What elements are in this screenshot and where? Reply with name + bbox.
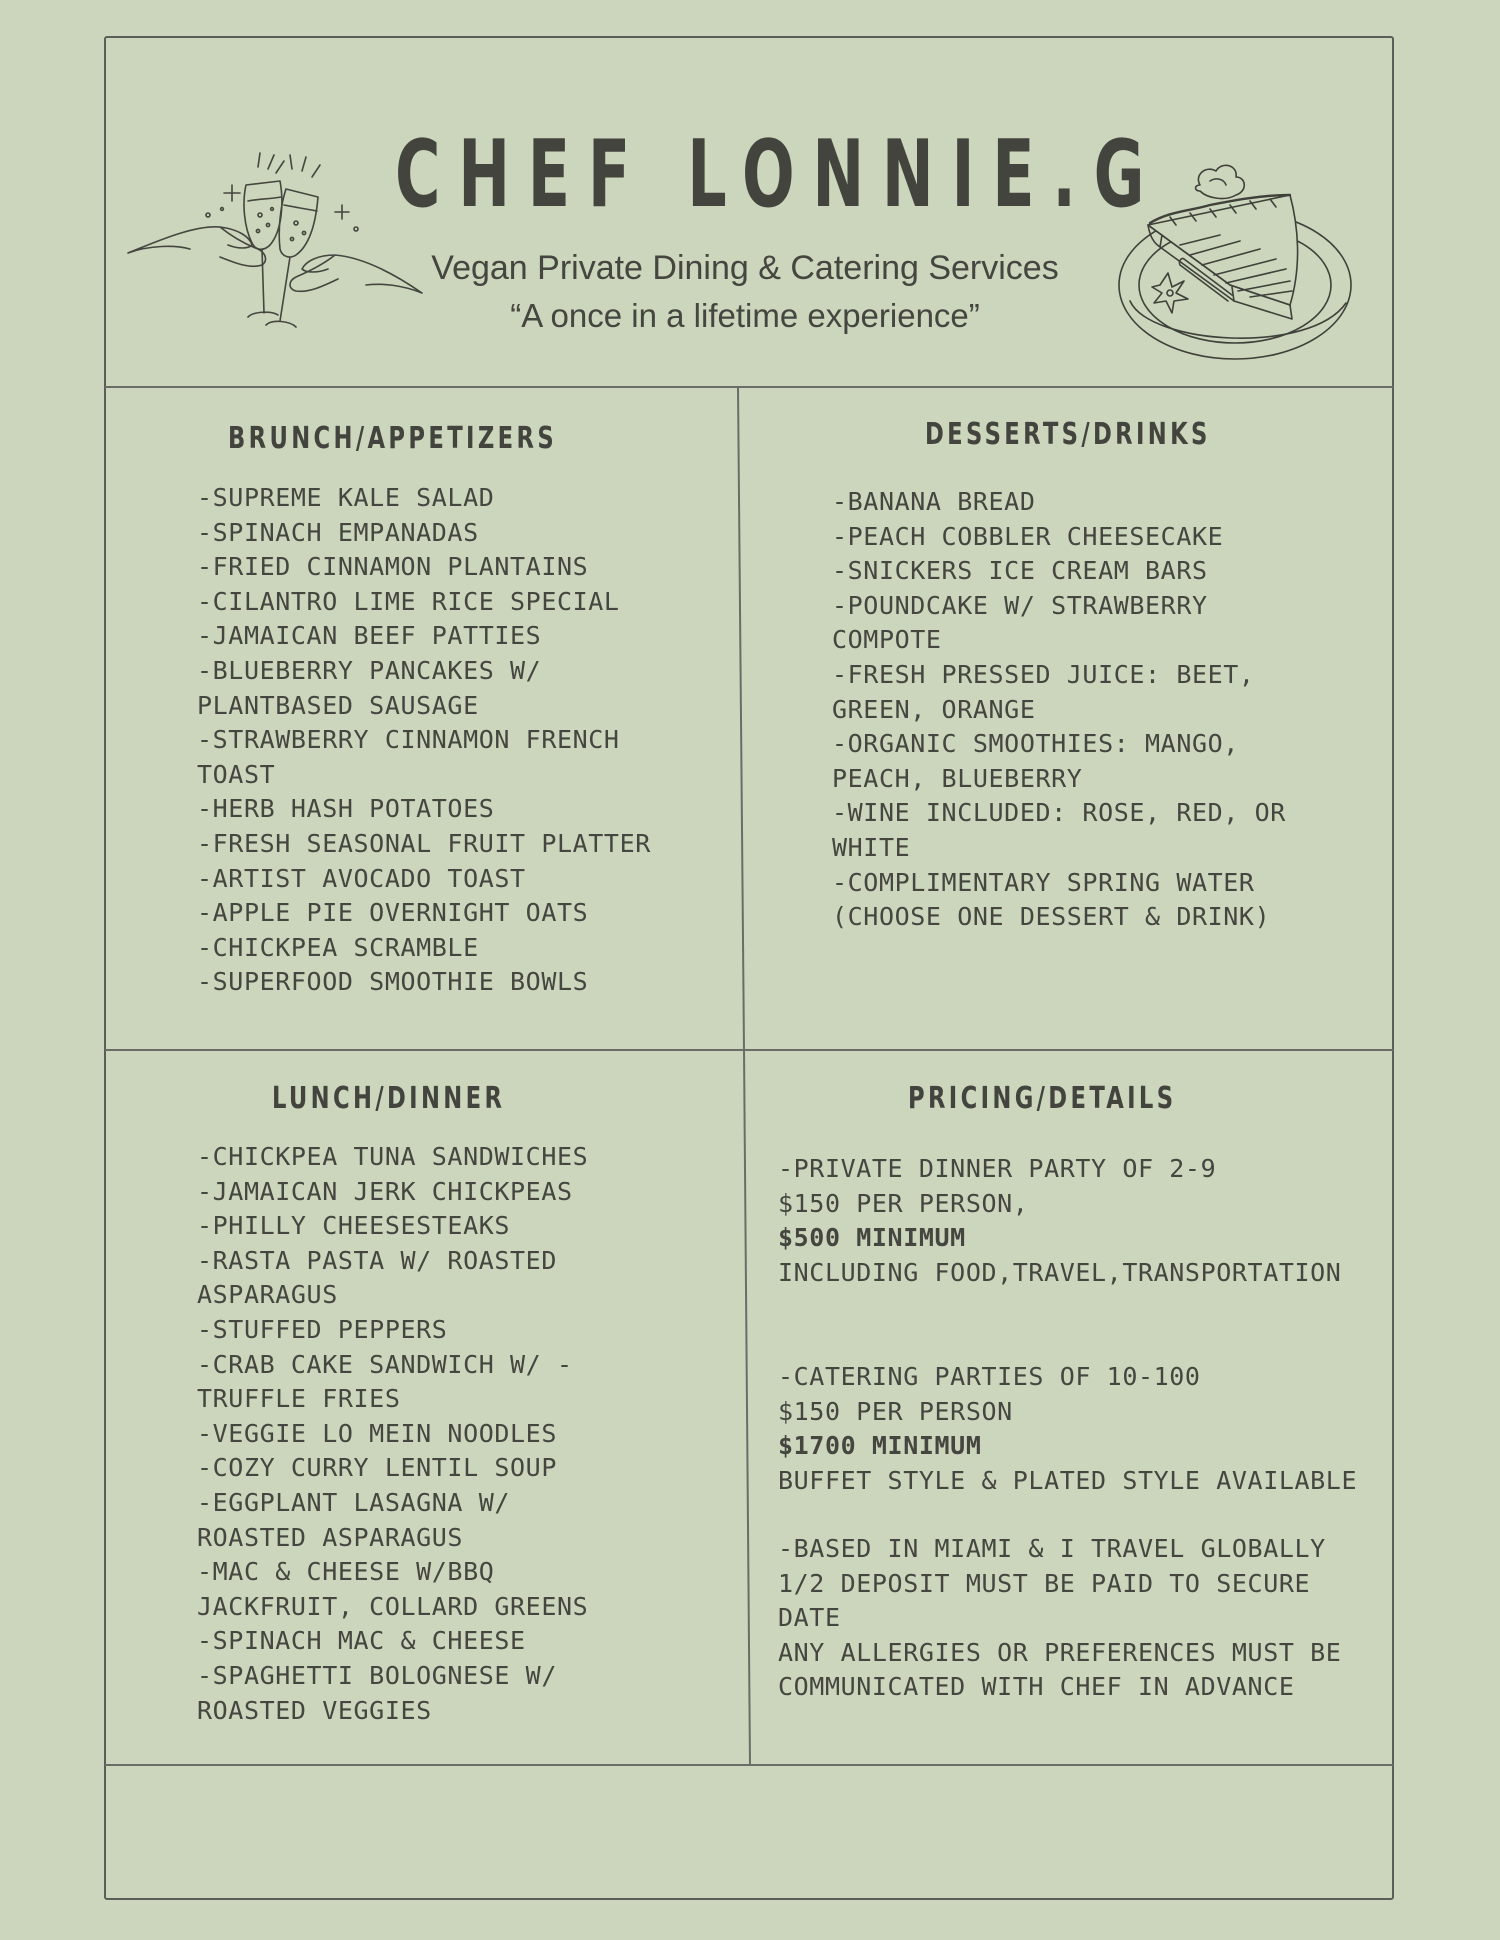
list-item: -BANANA BREAD	[832, 487, 1036, 516]
list-item: ASPARAGUS	[197, 1280, 338, 1310]
list-item: COMPOTE	[832, 625, 942, 655]
list-item: -APPLE PIE OVERNIGHT OATS	[197, 898, 589, 928]
list-item: -ARTIST AVOCADO TOAST	[197, 863, 526, 893]
list-item: ROASTED VEGGIES	[197, 1695, 432, 1725]
middle-divider	[105, 1049, 1393, 1051]
list-item: DATE	[778, 1603, 841, 1633]
list-item: -SNICKERS ICE CREAM BARS	[832, 556, 1208, 586]
pricing-notes-list	[778, 1532, 1341, 1705]
header-divider	[105, 386, 1393, 388]
list-item: -SPINACH EMPANADAS	[197, 517, 479, 547]
page-tagline: “A once in a lifetime experience”	[510, 297, 980, 334]
brunch-list	[197, 481, 651, 1000]
desserts-heading: DESSERTS/DRINKS	[925, 417, 1211, 452]
list-item: -PHILLY CHEESESTEAKS	[197, 1211, 511, 1241]
private-dinner-pricing	[778, 1152, 1341, 1290]
private-dinner-minimum: $500 MINIMUM	[778, 1223, 966, 1253]
list-item: -JAMAICAN BEEF PATTIES	[197, 621, 542, 651]
champagne-toast-icon	[120, 145, 430, 345]
list-item: -PEACH COBBLER CHEESECAKE	[832, 521, 1224, 551]
catering-price-line: $150 PER PERSON	[778, 1396, 1013, 1426]
list-item: -STUFFED PEPPERS	[197, 1314, 448, 1344]
list-item: -FRESH SEASONAL FRUIT PLATTER	[197, 828, 651, 858]
list-item: PEACH, BLUEBERRY	[832, 763, 1083, 793]
list-item: -BASED IN MIAMI & I TRAVEL GLOBALLY	[778, 1534, 1326, 1563]
list-item: -SUPERFOOD SMOOTHIE BOWLS	[197, 967, 589, 997]
list-item: -EGGPLANT LASAGNA W/	[197, 1487, 511, 1517]
list-item: -CILANTRO LIME RICE SPECIAL	[197, 586, 620, 616]
list-item: -SPINACH MAC & CHEESE	[197, 1626, 526, 1656]
list-item: -HERB HASH POTATOES	[197, 794, 495, 824]
catering-minimum: $1700 MINIMUM	[778, 1431, 982, 1461]
list-item: -CHICKPEA SCRAMBLE	[197, 932, 479, 962]
list-item: -BLUEBERRY PANCAKES W/	[197, 655, 542, 685]
list-item: ROASTED ASPARAGUS	[197, 1522, 464, 1552]
list-item: -STRAWBERRY CINNAMON FRENCH	[197, 725, 620, 755]
list-item: COMMUNICATED WITH CHEF IN ADVANCE	[778, 1672, 1295, 1702]
list-item: GREEN, ORANGE	[832, 694, 1036, 724]
page-title: CHEF LONNIE.G	[395, 120, 1163, 228]
list-item: -ORGANIC SMOOTHIES: MANGO,	[832, 729, 1239, 759]
list-item: ANY ALLERGIES OR PREFERENCES MUST BE	[778, 1637, 1342, 1667]
list-item: -POUNDCAKE W/ STRAWBERRY	[832, 590, 1208, 620]
lunch-heading: LUNCH/DINNER	[272, 1081, 506, 1116]
list-item: -FRIED CINNAMON PLANTAINS	[197, 552, 589, 582]
catering-parties-line: -CATERING PARTIES OF 10-100	[778, 1362, 1201, 1391]
list-item: TRUFFLE FRIES	[197, 1384, 401, 1414]
list-item: (CHOOSE ONE DESSERT & DRINK)	[832, 902, 1271, 932]
list-item: -COZY CURRY LENTIL SOUP	[197, 1453, 557, 1483]
list-item: WHITE	[832, 832, 911, 862]
list-item: -RASTA PASTA W/ ROASTED	[197, 1245, 557, 1275]
private-dinner-price-line: $150 PER PERSON,	[778, 1188, 1029, 1218]
list-item: -COMPLIMENTARY SPRING WATER	[832, 867, 1255, 897]
catering-style-line: BUFFET STYLE & PLATED STYLE AVAILABLE	[778, 1465, 1358, 1495]
footer-divider	[105, 1764, 1393, 1766]
list-item: TOAST	[197, 759, 276, 789]
list-item: -SUPREME KALE SALAD	[197, 483, 495, 512]
pricing-heading: PRICING/DETAILS	[908, 1081, 1177, 1116]
list-item: -WINE INCLUDED: ROSE, RED, OR	[832, 798, 1286, 828]
list-item: -CRAB CAKE SANDWICH W/ -	[197, 1349, 573, 1379]
pie-slice-plate-icon	[1110, 155, 1360, 365]
list-item: 1/2 DEPOSIT MUST BE PAID TO SECURE	[778, 1568, 1311, 1598]
lunch-list	[197, 1140, 588, 1728]
list-item: -VEGGIE LO MEIN NOODLES	[197, 1418, 557, 1448]
list-item: -JAMAICAN JERK CHICKPEAS	[197, 1176, 573, 1206]
list-item: -SPAGHETTI BOLOGNESE W/	[197, 1660, 557, 1690]
list-item: -MAC & CHEESE W/BBQ	[197, 1557, 495, 1587]
list-item: JACKFRUIT, COLLARD GREENS	[197, 1591, 589, 1621]
list-item: -CHICKPEA TUNA SANDWICHES	[197, 1142, 589, 1171]
desserts-list	[832, 485, 1286, 935]
private-dinner-includes: INCLUDING FOOD,TRAVEL,TRANSPORTATION	[778, 1257, 1342, 1287]
page-subtitle: Vegan Private Dining & Catering Services	[431, 249, 1059, 287]
list-item: -FRESH PRESSED JUICE: BEET,	[832, 659, 1255, 689]
catering-pricing	[778, 1360, 1357, 1498]
private-dinner-party-line: -PRIVATE DINNER PARTY OF 2-9	[778, 1154, 1217, 1183]
brunch-heading: BRUNCH/APPETIZERS	[228, 421, 558, 456]
list-item: PLANTBASED SAUSAGE	[197, 690, 479, 720]
